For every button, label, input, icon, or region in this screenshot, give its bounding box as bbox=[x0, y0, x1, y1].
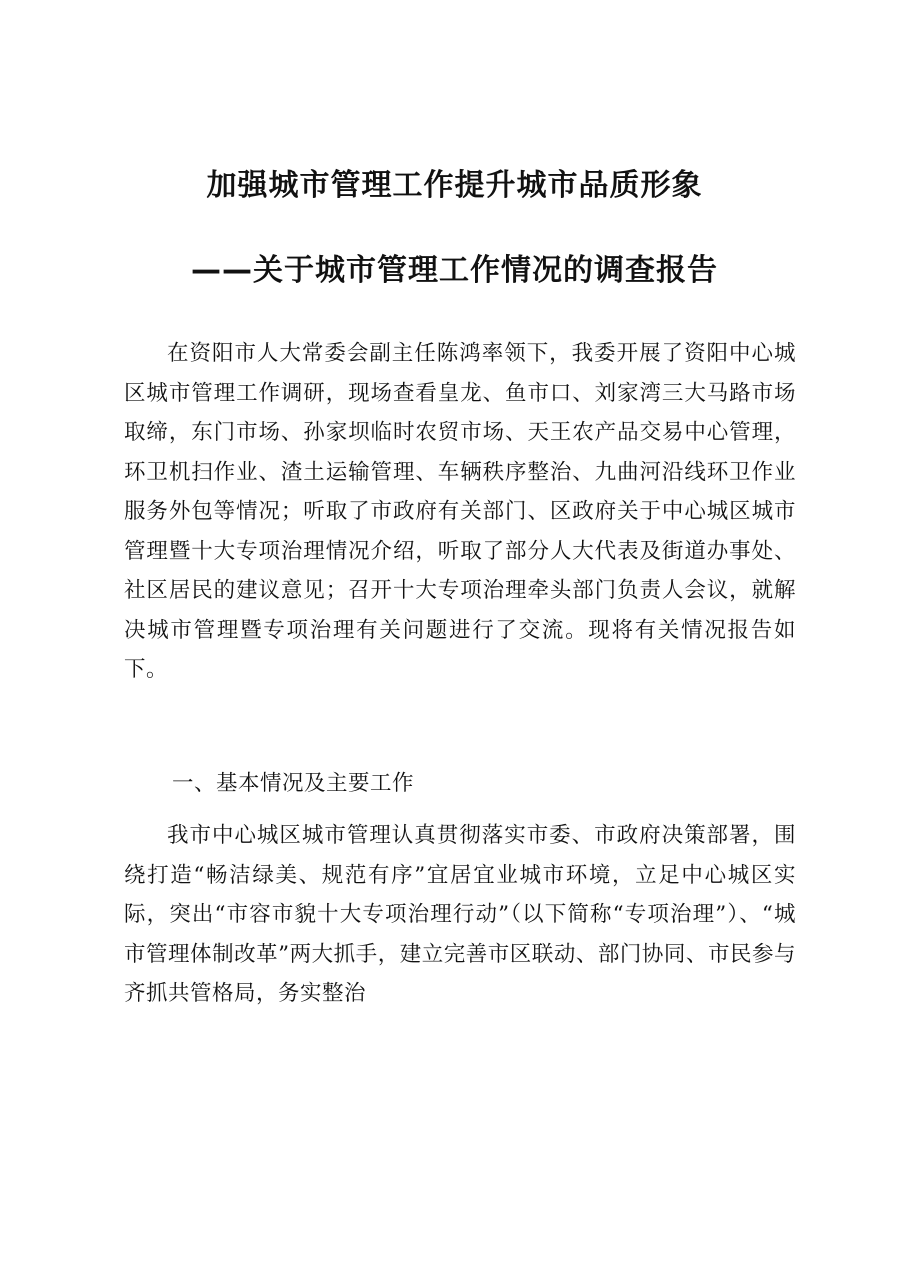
document-subtitle: ——关于城市管理工作情况的调查报告 bbox=[191, 253, 718, 288]
paragraph-intro: 在资阳市人大常委会副主任陈鸿率领下，我委开展了资阳中心城区城市管理工作调研，现场查看皇龙、鱼市口、刘家湾三大马路市场取缔，东门市场、孙家坝临时农贸市场、天王农产品交易中心管理，环卫机扫作业、渣土运输管理、车辆秩序整治、九曲河沿线环卫作业服务外包等情况；听取了市政府有关部门、区政府关于中心城区城市管理暨十大专项治理情况介绍，听取了部分人大代表及街道办事处、社区居民的建议意见；召开十大专项治理牵头部门负责人会议，就解决城市管理暨专项治理有关问题进行了交流。现将有关情况报告如下。 bbox=[124, 341, 796, 682]
document-title: 加强城市管理工作提升城市品质形象 bbox=[206, 168, 703, 203]
paragraph-basic-situation: 我市中心城区城市管理认真贯彻落实市委、市政府决策部署，围绕打造“畅洁绿美、规范有序”宜居宜业城市环境，立足中心城区实际，突出“市容市貌十大专项治理行动”（以下简称“专项治理”）、“城市管理体制改革”两大抓手，建立完善市区联动、部门协同、市民参与齐抓共管格局，务实整治 bbox=[124, 823, 796, 1006]
section-heading-basic-situation: 一、基本情况及主要工作 bbox=[172, 771, 415, 796]
